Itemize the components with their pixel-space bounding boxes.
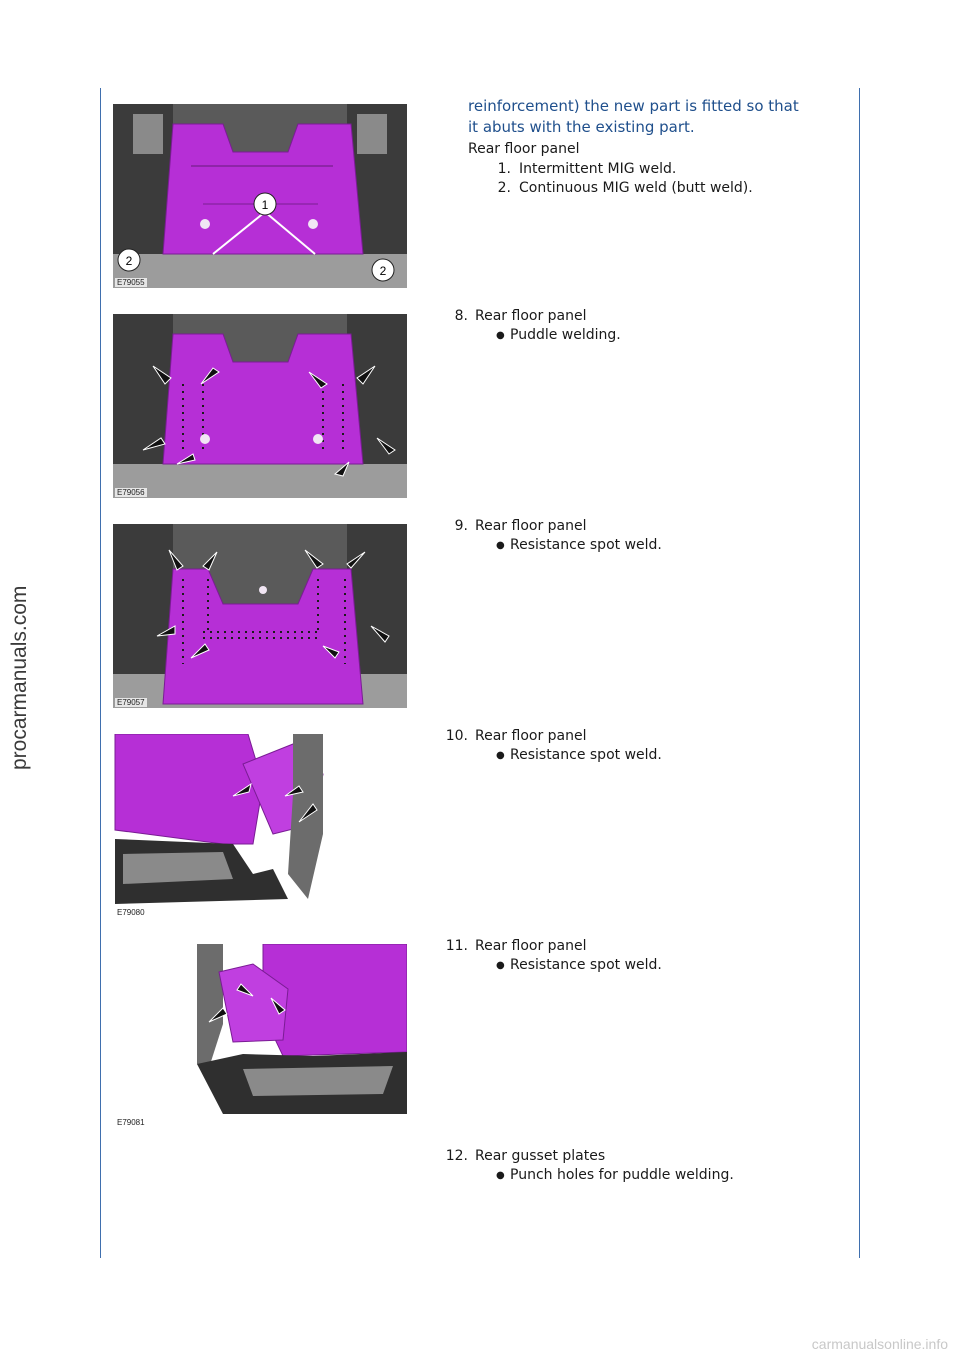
callout-1-label: 1 [261, 198, 269, 212]
side-weld-illustration-right [113, 944, 407, 1128]
intro-heading: Rear floor panel [468, 141, 580, 157]
figure-code: E79056 [117, 488, 145, 497]
intro-text-block [440, 96, 840, 198]
spot-weld-illustration [113, 524, 407, 708]
step-bullet-text: Resistance spot weld. [510, 747, 662, 763]
step-number: 9. [454, 518, 468, 534]
step-bullet-text: Punch holes for puddle welding. [510, 1167, 734, 1183]
list-item: 2. Continuous MIG weld (butt weld). [497, 180, 753, 196]
side-watermark: procarmanuals.com [8, 585, 31, 770]
step-number: 10. [445, 728, 468, 744]
step-number: 12. [445, 1148, 468, 1164]
step-title: Rear floor panel [475, 308, 587, 324]
step-number: 8. [454, 308, 468, 324]
step-number: 11. [445, 938, 468, 954]
figure-code: E79081 [117, 1118, 145, 1127]
step-title: Rear floor panel [475, 518, 587, 534]
figure-code: E79080 [117, 908, 145, 917]
bullet-icon: ● [496, 1170, 505, 1181]
step-title: Rear floor panel [475, 728, 587, 744]
callout-2b-label: 2 [379, 264, 387, 278]
step-title: Rear floor panel [475, 938, 587, 954]
step-bullet-text: Puddle welding. [510, 327, 621, 343]
step-12 [440, 1147, 840, 1185]
step-bullet-text: Resistance spot weld. [510, 537, 662, 553]
figure-code: E79057 [117, 698, 145, 707]
left-margin-rule [100, 88, 101, 1258]
intro-item-list [440, 160, 840, 198]
figure-spot-weld-floor [113, 524, 407, 708]
bullet-icon: ● [496, 540, 505, 551]
intro-line-2: it abuts with the existing part. [468, 118, 695, 136]
bullet-icon: ● [496, 960, 505, 971]
step-bullet-text: Resistance spot weld. [510, 957, 662, 973]
figure-rear-floor-panel-welds [113, 104, 407, 288]
intro-line-1: reinforcement) the new part is fitted so that [468, 97, 799, 115]
figure-puddle-welding [113, 314, 407, 498]
bullet-icon: ● [496, 330, 505, 341]
step-8 [440, 307, 840, 345]
right-margin-rule [859, 88, 860, 1258]
figure-spot-weld-side-left [113, 734, 407, 918]
step-9 [440, 517, 840, 555]
side-weld-illustration-left [113, 734, 407, 918]
rear-floor-illustration [113, 104, 407, 288]
bullet-icon: ● [496, 750, 505, 761]
footer-watermark: carmanualsonline.info [811, 1336, 948, 1352]
figure-code: E79055 [117, 278, 145, 287]
puddle-weld-illustration [113, 314, 407, 498]
callout-2a-label: 2 [125, 254, 133, 268]
figure-spot-weld-side-right [113, 944, 407, 1128]
step-11 [440, 937, 840, 975]
step-title: Rear gusset plates [475, 1148, 606, 1164]
list-item: 1. Intermittent MIG weld. [497, 161, 677, 177]
step-10 [440, 727, 840, 765]
